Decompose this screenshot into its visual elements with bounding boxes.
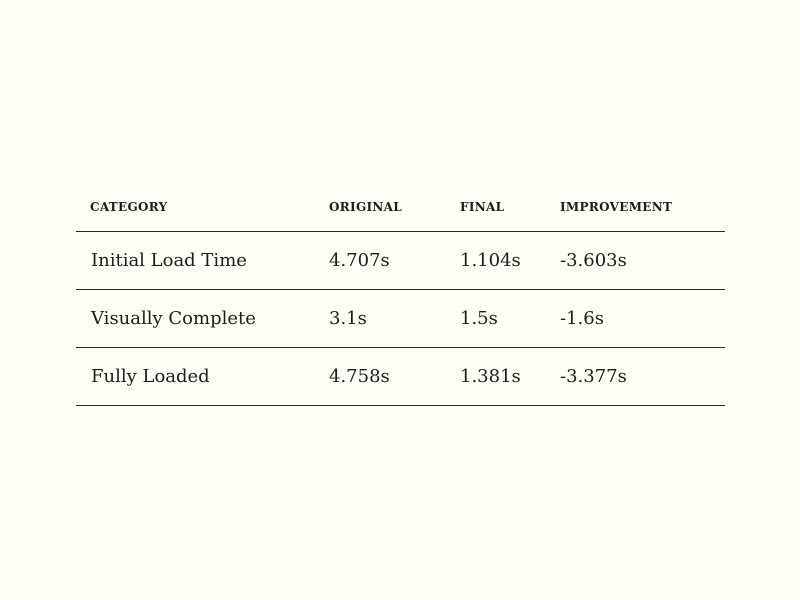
cell-category: Fully Loaded <box>76 348 329 406</box>
cell-improvement: -3.603s <box>560 232 725 290</box>
cell-improvement: -3.377s <box>560 348 725 406</box>
header-row <box>76 183 725 232</box>
cell-improvement: -1.6s <box>560 290 725 348</box>
cell-original: 4.707s <box>329 232 460 290</box>
cell-category: Visually Complete <box>76 290 329 348</box>
cell-final: 1.104s <box>460 232 560 290</box>
header-final: FINAL <box>460 183 560 232</box>
table-body <box>76 232 725 406</box>
table-row <box>76 290 725 348</box>
cell-final: 1.381s <box>460 348 560 406</box>
table-row <box>76 232 725 290</box>
performance-table <box>76 183 725 406</box>
cell-category: Initial Load Time <box>76 232 329 290</box>
cell-original: 3.1s <box>329 290 460 348</box>
cell-original: 4.758s <box>329 348 460 406</box>
table-row <box>76 348 725 406</box>
header-original: ORIGINAL <box>329 183 460 232</box>
cell-final: 1.5s <box>460 290 560 348</box>
header-category: CATEGORY <box>76 183 329 232</box>
header-improvement: IMPROVEMENT <box>560 183 725 232</box>
table-header <box>76 183 725 232</box>
